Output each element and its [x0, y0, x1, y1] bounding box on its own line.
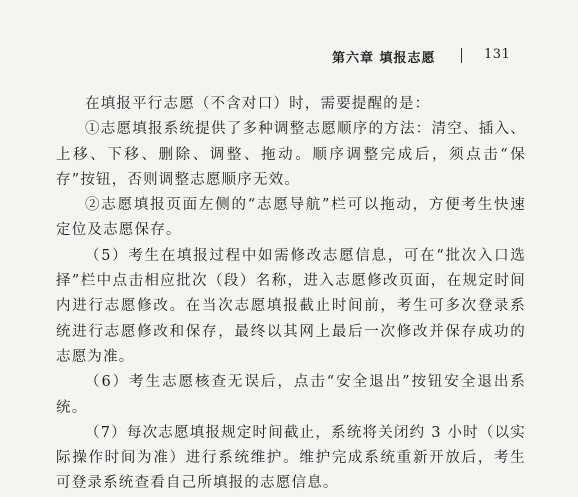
page-number: 131 [484, 47, 511, 62]
running-header [0, 47, 578, 71]
item-7-paragraph: （7）每次志愿填报规定时间截止，系统将关闭约 3 小时（以实际操作时间为准）进行系统维护。维护完成系统重新开放后，考生可登录系统查看自己所填报的志愿信息。 [56, 424, 526, 492]
item-5-paragraph: （5）考生在填报过程中如需修改志愿信息，可在“批次入口选择”栏中点击相应批次（段）名称，进入志愿修改页面，在规定时间内进行志愿修改。在当次志愿填报截止时间前，考生可多次登录系统进行志愿修改和保存，最终以其网上最后一次修改并保存成功的志愿为准。 [56, 247, 526, 365]
tip-1-paragraph: ①志愿填报系统提供了多种调整志愿顺序的方法：清空、插入、上移、下移、删除、调整、拖动。顺序调整完成后，须点击“保存”按钮，否则调整志愿顺序无效。 [56, 121, 526, 188]
header-divider [461, 48, 462, 63]
chapter-title: 第六章 填报志愿 [332, 51, 436, 66]
intro-paragraph: 在填报平行志愿（不含对口）时，需要提醒的是： [85, 96, 431, 112]
item-6-paragraph: （6）考生志愿核查无误后，点击“安全退出”按钮安全退出系统。 [56, 374, 526, 416]
page-body [56, 92, 526, 497]
tip-2-paragraph: ②志愿填报页面左侧的“志愿导航”栏可以拖动，方便考生快速定位及志愿保存。 [56, 197, 526, 239]
